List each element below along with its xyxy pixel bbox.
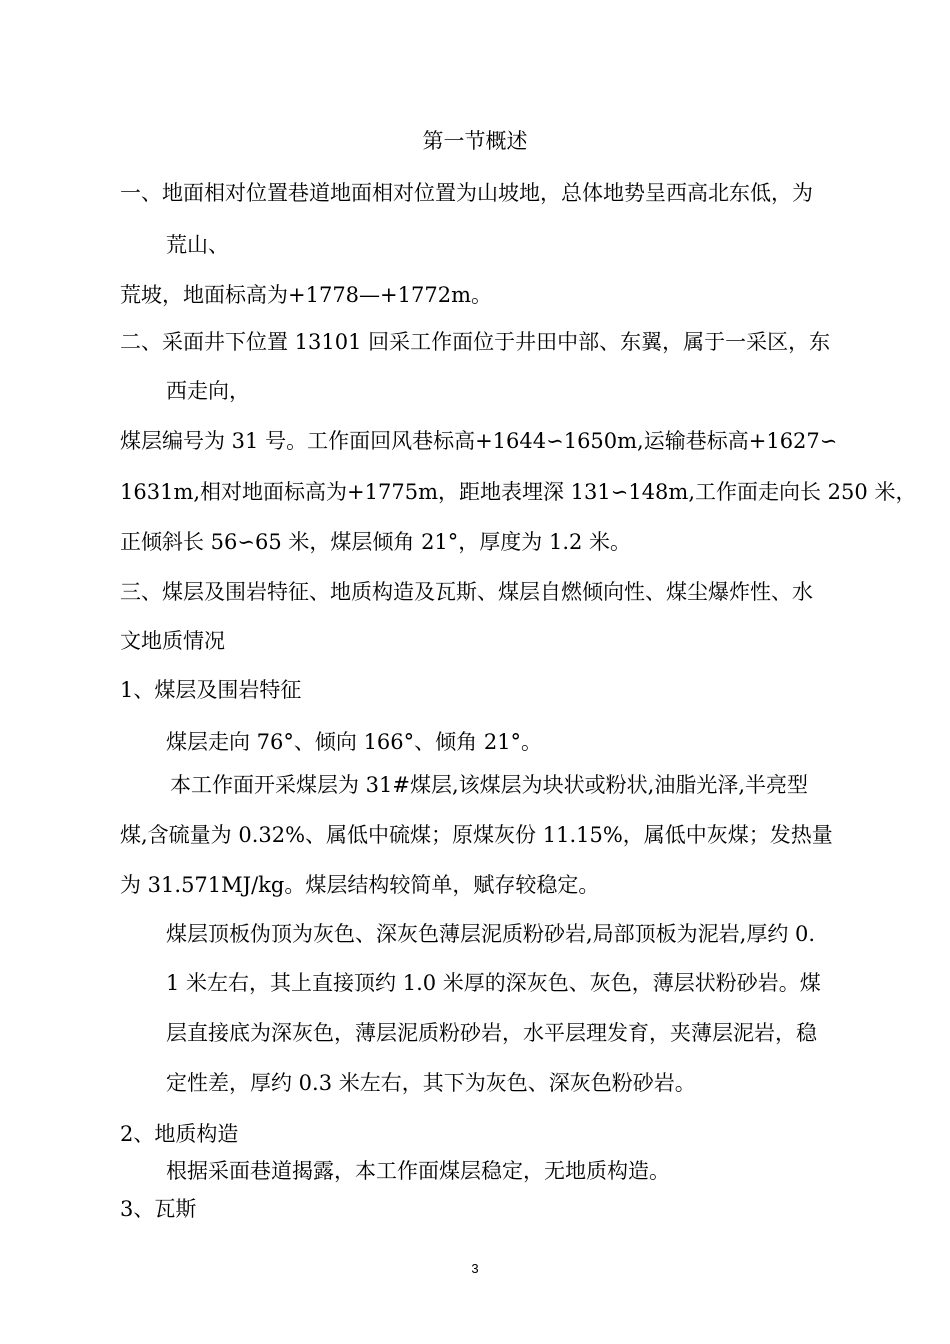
paragraph-line-16: 1 米左右，其上直接顶约 1.0 米厚的深灰色、灰色，薄层状粉砂岩。煤 xyxy=(166,971,821,995)
paragraph-line-2: 荒山、 xyxy=(166,233,229,257)
paragraph-line-13: 煤,含硫量为 0.32%、属低中硫煤；原煤灰份 11.15%，属低中灰煤；发热量 xyxy=(120,823,833,847)
page-number: 3 xyxy=(471,1261,479,1276)
paragraph-line-19: 根据采面巷道揭露，本工作面煤层稳定，无地质构造。 xyxy=(166,1159,670,1183)
paragraph-line-5: 西走向， xyxy=(166,379,250,403)
paragraph-line-3: 荒坡，地面标高为+1778—+1772m。 xyxy=(120,283,492,307)
subheading-2: 2、地质构造 xyxy=(120,1122,239,1146)
paragraph-line-7: 1631m,相对地面标高为+1775m，距地表埋深 131∽148m,工作面走向长 250 米， xyxy=(120,480,917,504)
paragraph-line-12: 本工作面开采煤层为 31#煤层,该煤层为块状或粉状,油脂光泽,半亮型 xyxy=(170,773,809,797)
paragraph-line-14: 为 31.571MJ/kg。煤层结构较简单，赋存较稳定。 xyxy=(120,873,600,897)
subheading-1: 1、煤层及围岩特征 xyxy=(120,678,302,702)
subheading-3: 3、瓦斯 xyxy=(120,1197,197,1221)
paragraph-line-4: 二、采面井下位置 13101 回采工作面位于井田中部、东翼，属于一采区，东 xyxy=(120,330,831,354)
paragraph-line-17: 层直接底为深灰色，薄层泥质粉砂岩，水平层理发育，夹薄层泥岩，稳 xyxy=(166,1021,817,1045)
paragraph-line-11: 煤层走向 76°、倾向 166°、倾角 21°。 xyxy=(166,730,543,754)
paragraph-line-8: 正倾斜长 56∽65 米，煤层倾角 21°，厚度为 1.2 米。 xyxy=(120,530,632,554)
section-title: 第一节概述 xyxy=(422,129,528,153)
paragraph-line-1: 一、地面相对位置巷道地面相对位置为山坡地，总体地势呈西高北东低，为 xyxy=(120,181,813,205)
paragraph-line-6: 煤层编号为 31 号。工作面回风巷标高+1644∽1650m,运输巷标高+1627∽ xyxy=(120,429,838,453)
paragraph-line-15: 煤层顶板伪顶为灰色、深灰色薄层泥质粉砂岩,局部顶板为泥岩,厚约 0. xyxy=(166,922,816,946)
paragraph-line-9: 三、煤层及围岩特征、地质构造及瓦斯、煤层自燃倾向性、煤尘爆炸性、水 xyxy=(120,580,813,604)
paragraph-line-18: 定性差，厚约 0.3 米左右，其下为灰色、深灰色粉砂岩。 xyxy=(166,1071,696,1095)
paragraph-line-10: 文地质情况 xyxy=(120,629,225,653)
